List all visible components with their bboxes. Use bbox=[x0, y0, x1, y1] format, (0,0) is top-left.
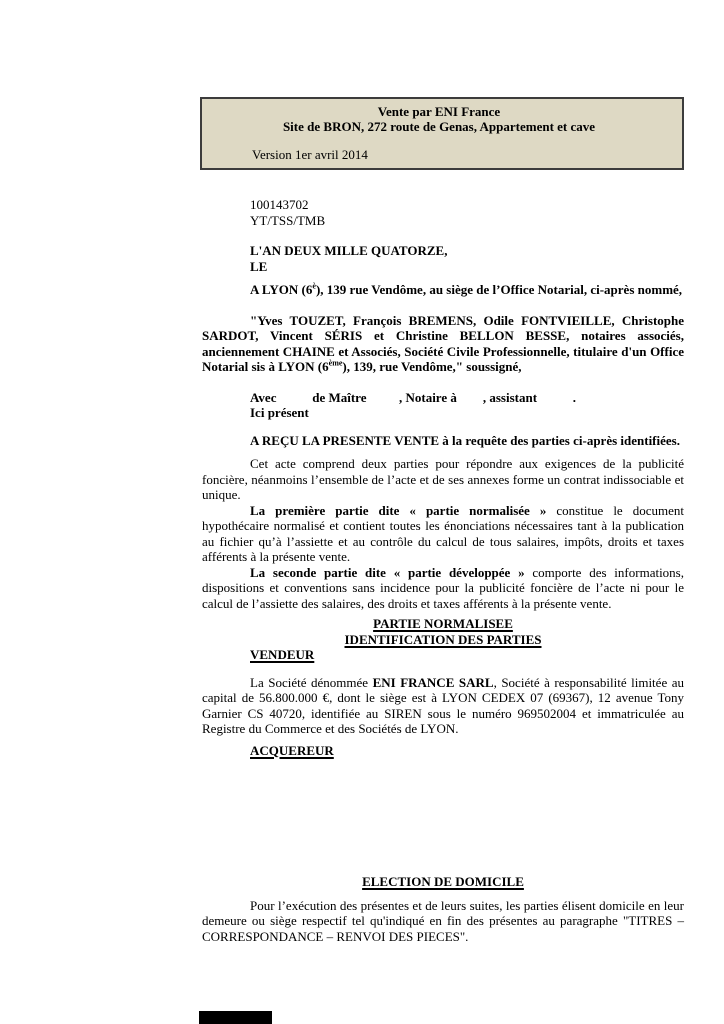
doc-version: Version 1er avril 2014 bbox=[252, 147, 368, 162]
vendeur-company: ENI FRANCE SARL bbox=[372, 674, 494, 690]
heading-election-domicile bbox=[202, 874, 684, 890]
heading-identification-parties bbox=[202, 632, 684, 648]
heading-vendeur bbox=[202, 647, 684, 663]
present-line: Ici présent bbox=[250, 405, 309, 420]
location-superscript: è bbox=[312, 281, 316, 291]
notaries-superscript: ème bbox=[328, 358, 343, 368]
premiere-partie-lead: La première partie dite « partie normalisée » bbox=[250, 502, 547, 518]
doc-subtitle: Site de BRON, 272 route de Genas, Appartement et cave bbox=[282, 119, 596, 134]
file-number: 100143702 bbox=[250, 197, 309, 212]
day-line: LE bbox=[250, 258, 268, 274]
notaries-text: "Yves TOUZET, François BREMENS, Odile FONTVIEILLE, Christophe SARDOT, Vincent SÉRIS et Christine BELLON BESSE, notaires associés, anciennement CHAINE et Associés, Société Civile Professionnelle, titulaire d'un Office Notarial sis à LYON (6 bbox=[202, 312, 684, 374]
vendeur-paragraph bbox=[202, 675, 684, 737]
header-box bbox=[200, 97, 684, 170]
domicile-paragraph: Pour l’exécution des présentes et de leurs suites, les parties élisent domicile en leur demeure ou siège respectif tel qu'indiqué en fin des présentes au paragraphe "TITRES – CORRESPONDANCE – RENVOI DES PIECES". bbox=[202, 897, 684, 944]
next-page-edge-fragment bbox=[199, 1011, 272, 1024]
vendeur-lead: La Société dénommée bbox=[250, 674, 373, 690]
seconde-partie-paragraph bbox=[202, 565, 684, 612]
heading-election-domicile-text: ELECTION DE DOMICILE bbox=[362, 874, 524, 889]
seconde-partie-rest: comporte des informations, dispositions et conventions sans incidence pour la publicité foncière de l’acte ni pour le calcul de l’assiette des salaires, des droits et taxes afférents à la présente vente. bbox=[202, 564, 684, 611]
premiere-partie-rest: constitue le document hypothécaire normalisé et contient toutes les énonciations nécessaires tant à la publication au fichier qu’à l’assiette et au contrôle du calcul de tous salaires, impôts, droits et taxes afférents à la présente vente. bbox=[202, 502, 684, 564]
location-text-after: ), 139 rue Vendôme, au siège de l’Office Notarial, ci-après nommé, bbox=[315, 282, 683, 297]
location-text: A LYON (6 bbox=[250, 282, 313, 297]
notaries-text-after: ), 139, rue Vendôme," soussigné, bbox=[342, 359, 522, 374]
heading-partie-normalisee-text: PARTIE NORMALISEE bbox=[373, 616, 513, 631]
year-line: L'AN DEUX MILLE QUATORZE, bbox=[250, 243, 448, 258]
heading-acquereur-text: ACQUEREUR bbox=[250, 742, 334, 758]
notaries-paragraph bbox=[202, 313, 684, 375]
heading-identification-parties-text: IDENTIFICATION DES PARTIES bbox=[344, 631, 542, 647]
vendeur-rest: , Société à responsabilité limitée au capital de 56.800.000 €, dont le siège est à LYON CEDEX 07 (69367), 12 avenue Tony Garnier CS 40720, identifiée au SIREN sous le numéro 969502004 et immatriculée au Registre du Commerce et des Sociétés de LYON. bbox=[202, 674, 684, 736]
seconde-partie-lead: La seconde partie dite « partie développée » bbox=[250, 564, 525, 580]
premiere-partie-paragraph bbox=[202, 503, 684, 565]
heading-partie-normalisee bbox=[202, 616, 684, 632]
location-line bbox=[202, 282, 684, 298]
clerk-initials: YT/TSS/TMB bbox=[250, 212, 326, 228]
assistant-line: Avec de Maître , Notaire à , assistant . bbox=[250, 389, 577, 405]
heading-vendeur-text: VENDEUR bbox=[250, 647, 315, 662]
heading-acquereur bbox=[202, 743, 684, 759]
document-body bbox=[202, 197, 684, 944]
intro-paragraph: Cet acte comprend deux parties pour répondre aux exigences de la publicité foncière, néanmoins l’ensemble de l’acte et de ses annexes forme un contrat indissociable et unique. bbox=[202, 456, 684, 502]
doc-title: Vente par ENI France bbox=[377, 104, 501, 119]
recu-line: A REÇU LA PRESENTE VENTE à la requête des parties ci-après identifiées. bbox=[250, 432, 680, 448]
